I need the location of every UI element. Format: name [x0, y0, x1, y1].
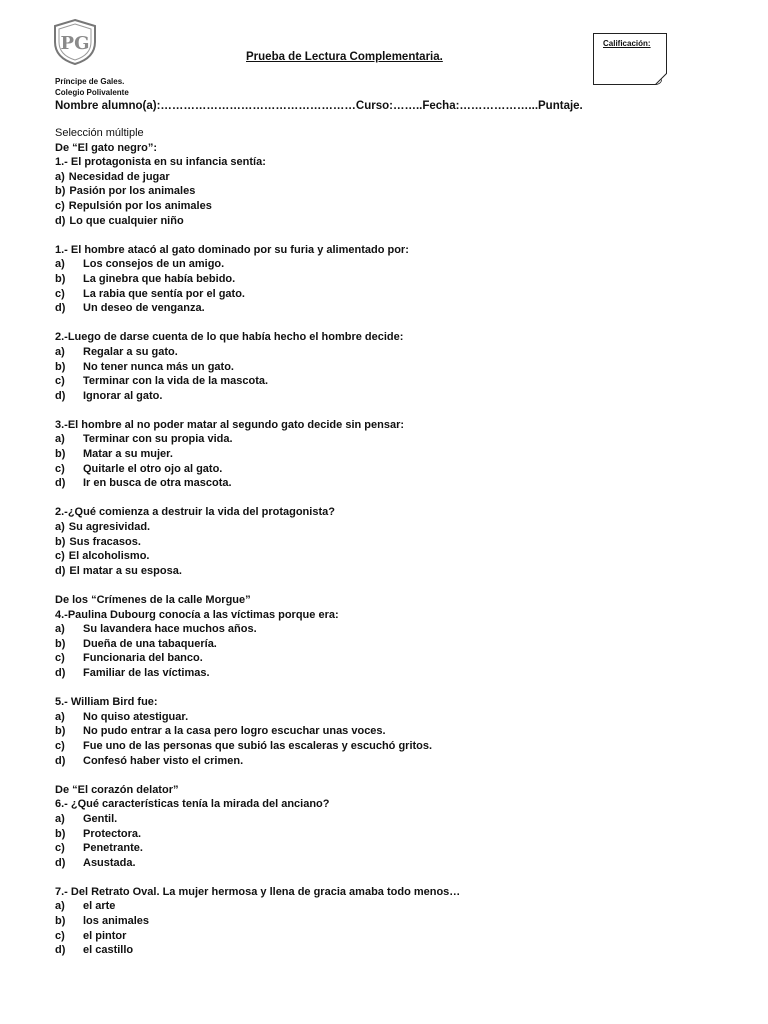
answer-option [55, 666, 735, 681]
student-info-line: Nombre alumno(a):……………………………………………Curso:……..Fecha:………………...Puntaje. [55, 100, 583, 112]
option-text: Ir en busca de otra mascota. [83, 477, 232, 490]
option-letter: b) [55, 360, 66, 373]
option-text: Pasión por los animales [69, 185, 196, 198]
answer-option [55, 272, 735, 287]
block-heading: De los “Crímenes de la calle Morgue” [55, 594, 251, 606]
answer-option [55, 301, 735, 316]
answer-option [55, 360, 735, 375]
school-name: Príncipe de Gales. [55, 77, 125, 86]
option-text: Gentil. [83, 812, 118, 825]
option-text: Regalar a su gato. [83, 345, 178, 358]
answer-option [55, 827, 735, 842]
answer-option [55, 841, 735, 856]
option-text: el pintor [83, 929, 127, 942]
answer-option [55, 170, 735, 185]
answer-option [55, 199, 735, 214]
quiz-content [55, 126, 735, 958]
option-letter: d) [55, 944, 66, 957]
answer-option [55, 739, 735, 754]
option-letter: b) [55, 448, 66, 461]
school-crest-logo [50, 18, 100, 66]
question-text: 6.- ¿Qué características tenía la mirada del anciano? [55, 798, 330, 811]
option-letter: a) [55, 170, 65, 183]
option-letter: b) [55, 535, 66, 548]
option-letter: a) [55, 433, 65, 446]
block-heading: De “El gato negro”: [55, 141, 158, 154]
option-letter: c) [55, 375, 65, 388]
option-letter: d) [55, 564, 66, 577]
option-text: Confesó haber visto el crimen. [83, 754, 244, 767]
option-text: Necesidad de jugar [68, 170, 170, 183]
answer-option [55, 754, 735, 769]
option-text: Ignorar al gato. [83, 389, 163, 402]
option-text: La rabia que sentía por el gato. [83, 287, 245, 300]
grade-label: Calificación: [603, 39, 651, 48]
question-text: 1.- El protagonista en su infancia sentía: [55, 156, 266, 169]
option-letter: d) [55, 214, 66, 227]
option-text: el arte [83, 900, 116, 913]
answer-option [55, 345, 735, 360]
page-curl-icon [655, 73, 667, 85]
answer-option [55, 462, 735, 477]
option-letter: b) [55, 915, 66, 928]
option-letter: a) [55, 623, 65, 636]
option-text: Los consejos de un amigo. [83, 258, 225, 271]
option-text: El alcoholismo. [68, 550, 150, 563]
answer-option [55, 812, 735, 827]
answer-option [55, 447, 735, 462]
question-text: 7.- Del Retrato Oval. La mujer hermosa y llena de gracia amaba todo menos… [55, 885, 461, 898]
option-text: Un deseo de venganza. [83, 302, 205, 315]
option-letter: c) [55, 287, 65, 300]
answer-option [55, 432, 735, 447]
option-text: Penetrante. [83, 842, 143, 855]
option-text: Funcionaria del banco. [83, 652, 203, 665]
answer-option [55, 535, 735, 550]
answer-option [55, 899, 735, 914]
option-letter: b) [55, 827, 66, 840]
option-text: No pudo entrar a la casa pero logro escuchar unas voces. [83, 725, 386, 738]
section-label: Selección múltiple [55, 127, 144, 139]
option-letter: c) [55, 739, 65, 752]
option-text: Protectora. [83, 827, 142, 840]
option-letter: c) [55, 929, 65, 942]
question-text: 2.-¿Qué comienza a destruir la vida del protagonista? [55, 506, 335, 519]
answer-option [55, 929, 735, 944]
question-text: 2.-Luego de darse cuenta de lo que había hecho el hombre decide: [55, 331, 404, 344]
answer-option [55, 651, 735, 666]
option-letter: d) [55, 754, 66, 767]
question-text: 3.-El hombre al no poder matar al segundo gato decide sin pensar: [55, 418, 405, 431]
option-letter: b) [55, 272, 66, 285]
option-text: Terminar con su propia vida. [83, 433, 233, 446]
answer-option [55, 724, 735, 739]
option-letter: a) [55, 710, 65, 723]
answer-option [55, 476, 735, 491]
answer-option [55, 184, 735, 199]
option-text: No tener nunca más un gato. [83, 360, 234, 373]
block-heading: De “El corazón delator” [55, 783, 179, 796]
option-letter: d) [55, 302, 66, 315]
grade-box [593, 33, 667, 85]
svg-text:PG: PG [60, 33, 90, 54]
answer-option [55, 564, 735, 579]
option-letter: d) [55, 856, 66, 869]
option-letter: c) [55, 550, 65, 563]
option-text: Dueña de una tabaquería. [83, 637, 217, 650]
option-text: Su lavandera hace muchos años. [83, 623, 257, 636]
option-letter: b) [55, 637, 66, 650]
option-text: Asustada. [83, 856, 136, 869]
answer-option [55, 914, 735, 929]
option-text: Repulsión por los animales [68, 199, 212, 212]
option-letter: a) [55, 345, 65, 358]
option-text: Familiar de las víctimas. [83, 666, 210, 679]
answer-option [55, 389, 735, 404]
question-text: 1.- El hombre atacó al gato dominado por su furia y alimentado por: [55, 243, 409, 256]
option-letter: c) [55, 199, 65, 212]
answer-option [55, 214, 735, 229]
answer-option [55, 549, 735, 564]
option-text: El matar a su esposa. [69, 564, 182, 577]
option-text: La ginebra que había bebido. [83, 272, 236, 285]
option-text: el castillo [83, 944, 134, 957]
question-text: 5.- William Bird fue: [55, 696, 158, 709]
question-text: 4.-Paulina Dubourg conocía a las víctimas porque era: [55, 608, 339, 621]
answer-option [55, 622, 735, 637]
answer-option [55, 637, 735, 652]
option-letter: a) [55, 521, 65, 534]
option-text: Lo que cualquier niño [69, 214, 184, 227]
option-text: Quitarle el otro ojo al gato. [83, 462, 223, 475]
answer-option [55, 943, 735, 958]
option-letter: c) [55, 842, 65, 855]
option-letter: c) [55, 652, 65, 665]
option-text: No quiso atestiguar. [83, 710, 189, 723]
answer-option [55, 287, 735, 302]
option-text: Fue uno de las personas que subió las escaleras y escuchó gritos. [83, 739, 433, 752]
answer-option [55, 856, 735, 871]
answer-option [55, 257, 735, 272]
option-letter: b) [55, 185, 66, 198]
option-letter: a) [55, 900, 65, 913]
answer-option [55, 710, 735, 725]
answer-option [55, 374, 735, 389]
option-letter: a) [55, 812, 65, 825]
option-letter: a) [55, 258, 65, 271]
school-subtitle: Colegio Polivalente [55, 88, 129, 97]
option-text: Su agresividad. [68, 521, 151, 534]
page-title: Prueba de Lectura Complementaria. [246, 51, 443, 63]
option-text: Sus fracasos. [69, 535, 141, 548]
answer-option [55, 520, 735, 535]
option-letter: b) [55, 725, 66, 738]
option-letter: d) [55, 666, 66, 679]
option-letter: d) [55, 477, 66, 490]
option-text: Matar a su mujer. [83, 448, 173, 461]
option-text: los animales [83, 915, 150, 928]
option-letter: d) [55, 389, 66, 402]
option-text: Terminar con la vida de la mascota. [83, 375, 269, 388]
option-letter: c) [55, 462, 65, 475]
